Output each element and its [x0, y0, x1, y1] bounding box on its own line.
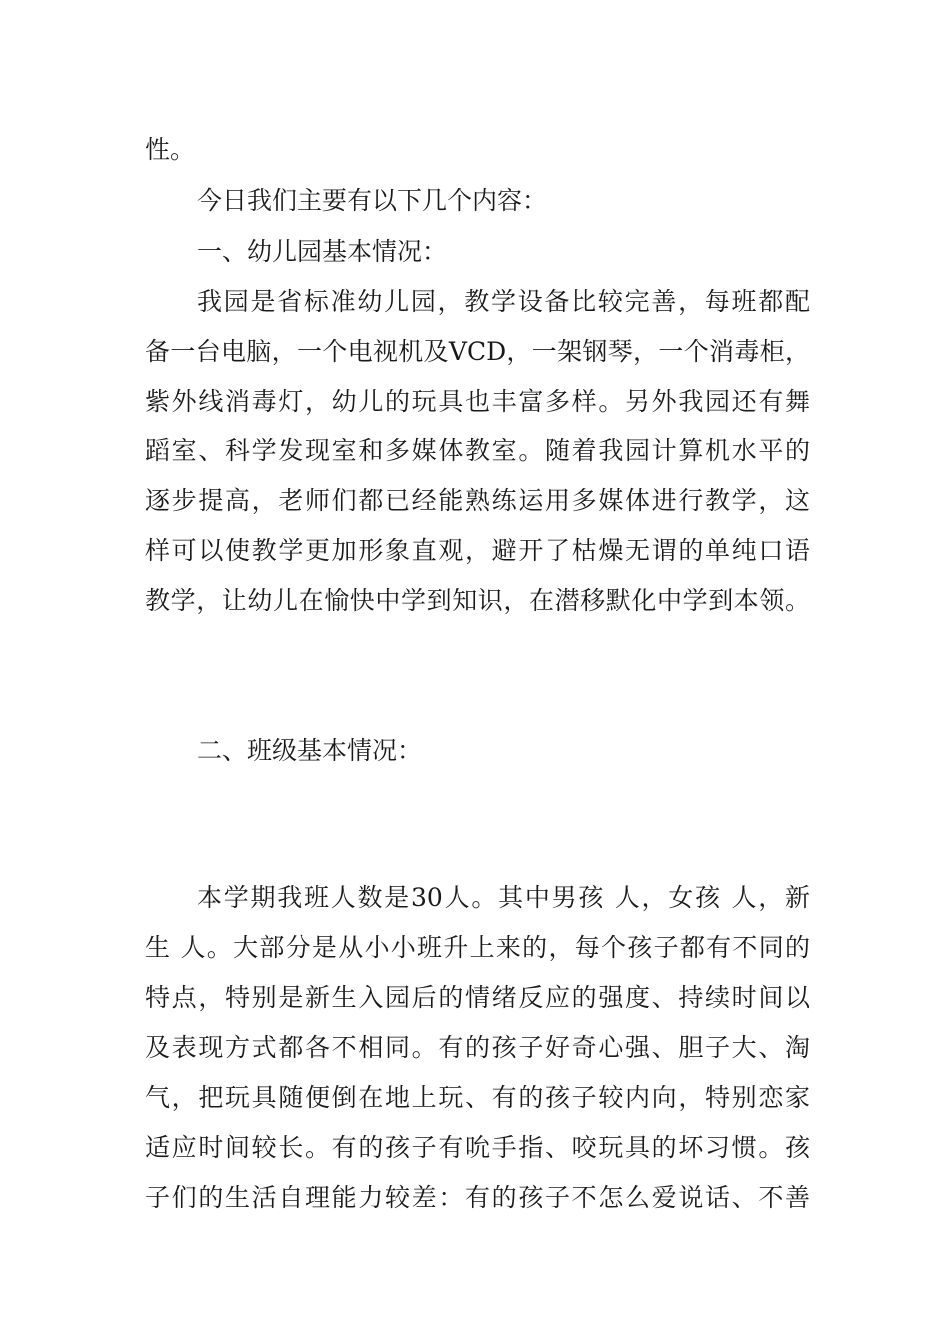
intro-line: 今日我们主要有以下几个内容：	[197, 186, 548, 215]
section2-line: 及表现方式都各不相同。有的孩子好奇心强、胆子大、淘	[145, 1033, 810, 1062]
section1-line: 我园是省标准幼儿园，教学设备比较完善，每班都配	[197, 287, 810, 316]
section1-line: 样可以使教学更加形象直观，避开了枯燥无谓的单纯口语	[145, 536, 810, 565]
section2-line: 生 人。大部分是从小小班升上来的，每个孩子都有不同的	[145, 933, 810, 962]
opening-fragment: 性。	[145, 135, 196, 164]
section1-line: 教学，让幼儿在愉快中学到知识，在潜移默化中学到本领。	[145, 586, 810, 615]
section2-line: 适应时间较长。有的孩子有吮手指、咬玩具的坏习惯。孩	[145, 1133, 810, 1162]
section1-line: 紫外线消毒灯，幼儿的玩具也丰富多样。另外我园还有舞	[145, 387, 810, 416]
section1-line: 逐步提高，老师们都已经能熟练运用多媒体进行教学，这	[145, 486, 810, 515]
section2-heading: 二、班级基本情况：	[197, 736, 423, 765]
section1-line: 备一台电脑，一个电视机及VCD，一架钢琴，一个消毒柜，	[145, 337, 810, 366]
section1-heading: 一、幼儿园基本情况：	[197, 237, 448, 266]
section2-line: 气，把玩具随便倒在地上玩、有的孩子较内向，特别恋家	[145, 1083, 810, 1112]
section2-line: 特点，特别是新生入园后的情绪反应的强度、持续时间以	[145, 983, 810, 1012]
section1-line: 蹈室、科学发现室和多媒体教室。随着我园计算机水平的	[145, 436, 810, 465]
section2-line: 子们的生活自理能力较差：有的孩子不怎么爱说话、不善	[145, 1183, 810, 1212]
section2-line: 本学期我班人数是30人。其中男孩 人，女孩 人，新	[197, 883, 810, 912]
